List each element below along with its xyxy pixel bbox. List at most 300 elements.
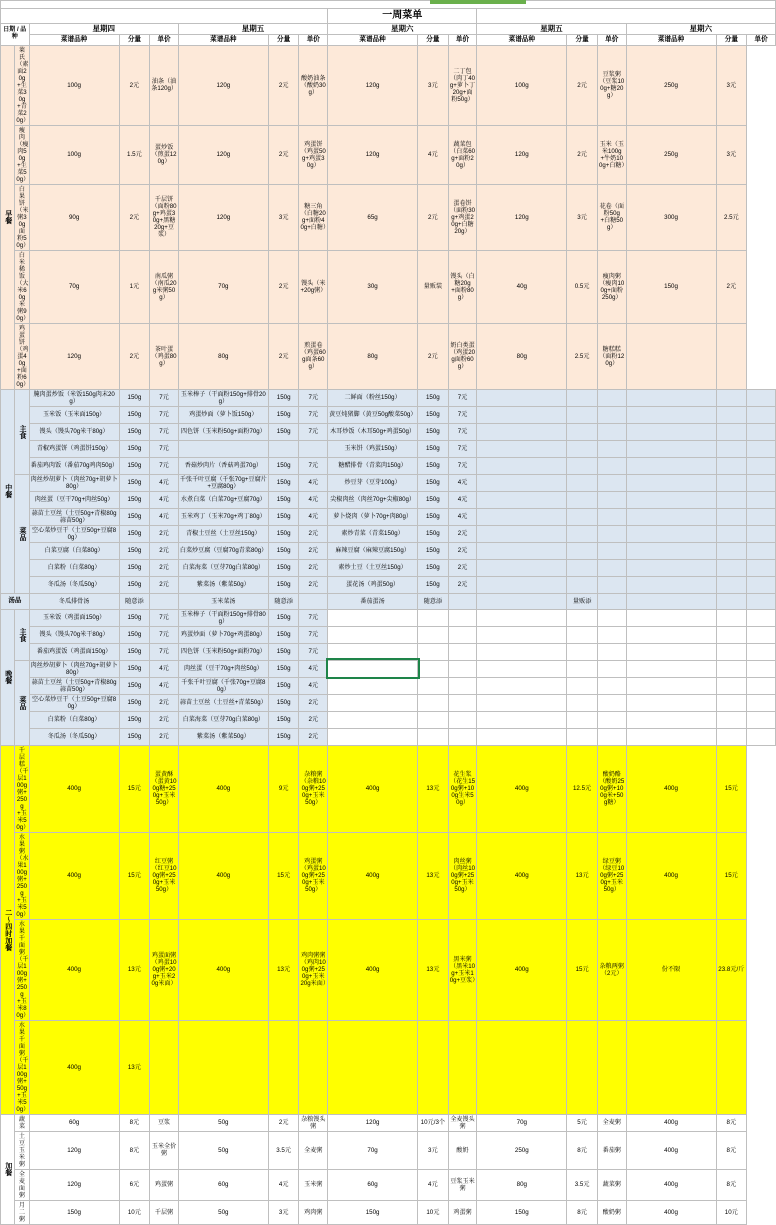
dish-portion[interactable]: 150g	[268, 609, 299, 626]
dish-name[interactable]: 鸡蛋饼（鸡蛋40g+面粉60g）	[16, 324, 30, 388]
dish-name[interactable]: 杂粮粥（杂粮100g粥+250g+玉米50g）	[299, 745, 328, 832]
dish-name[interactable]: 水果千面粥（千层100g粥+250g+玉米80g）	[16, 920, 30, 1019]
dish-price[interactable]: 2元	[567, 45, 598, 125]
dish-name[interactable]: 土豆玉米粥	[15, 1131, 29, 1169]
dish-portion[interactable]: 150g	[119, 643, 150, 660]
dish-price[interactable]	[448, 728, 477, 745]
dish-price[interactable]	[448, 660, 477, 677]
dish-name[interactable]: 青椒鸡蛋饼（鸡蛋饼150g）	[29, 440, 119, 457]
dish-name[interactable]	[328, 643, 418, 660]
dish-price[interactable]: 13元	[268, 919, 299, 1020]
dish-price[interactable]	[597, 525, 626, 542]
dish-price[interactable]: 2元	[299, 576, 328, 593]
dish-price[interactable]	[747, 542, 776, 559]
dish-price[interactable]	[597, 423, 626, 440]
dish-portion[interactable]	[178, 1020, 268, 1114]
dish-name[interactable]	[477, 711, 567, 728]
dish-name[interactable]	[150, 1020, 179, 1114]
dish-portion[interactable]: 100g	[29, 125, 119, 184]
dish-price[interactable]	[747, 728, 776, 745]
dish-price[interactable]: 7元	[448, 440, 477, 457]
soup-price[interactable]	[747, 593, 776, 609]
dish-name[interactable]	[477, 626, 567, 643]
dish-price[interactable]: 2.5元	[567, 323, 598, 389]
dish-name[interactable]	[477, 677, 567, 694]
dish-portion[interactable]: 65g	[328, 184, 418, 250]
dish-name[interactable]: 白菜海菜（豆芽70g白菜80g）	[178, 711, 268, 728]
dish-price[interactable]	[597, 559, 626, 576]
dish-portion[interactable]: 120g	[29, 1131, 119, 1169]
dish-name[interactable]: 千层饼（面粉80g+鸡蛋30g+黑糖20g+豆浆）	[150, 184, 179, 250]
dish-price[interactable]	[747, 643, 776, 660]
dish-portion[interactable]: 400g	[29, 919, 119, 1020]
dish-name[interactable]: 鸡蛋粥（鸡蛋100g粥+250g+玉米50g）	[299, 832, 328, 919]
dish-price[interactable]: 3.5元	[567, 1169, 598, 1200]
dish-portion[interactable]	[567, 728, 598, 745]
dish-price[interactable]: 2元	[268, 250, 299, 323]
dish-name[interactable]	[328, 609, 418, 626]
dish-price[interactable]: 9元	[268, 745, 299, 832]
dish-price[interactable]	[747, 440, 776, 457]
dish-price[interactable]: 3元	[418, 45, 449, 125]
dish-name[interactable]: 千张千叶豆腐（千张70g+豆腐80g）	[178, 677, 268, 694]
dish-portion[interactable]: 400g	[626, 1114, 716, 1131]
dish-price[interactable]: 15元	[119, 745, 150, 832]
dish-price[interactable]	[747, 711, 776, 728]
dish-portion[interactable]	[716, 711, 747, 728]
dish-portion[interactable]	[716, 440, 747, 457]
dish-portion[interactable]	[567, 491, 598, 508]
dish-price[interactable]: 3元	[716, 45, 747, 125]
dish-name[interactable]	[626, 660, 716, 677]
dish-price[interactable]: 8元	[716, 1169, 747, 1200]
dish-name[interactable]	[178, 440, 268, 457]
dish-portion[interactable]: 150g	[418, 474, 449, 491]
dish-price[interactable]: 3元	[268, 184, 299, 250]
dish-price[interactable]: 2元	[150, 711, 179, 728]
dish-portion[interactable]: 60g	[29, 1114, 119, 1131]
dish-portion[interactable]	[716, 389, 747, 406]
dish-name[interactable]	[477, 440, 567, 457]
dish-portion[interactable]: 150g	[119, 423, 150, 440]
dish-portion[interactable]	[567, 542, 598, 559]
dish-portion[interactable]: 400g	[626, 1131, 716, 1169]
dish-price[interactable]: 6元	[119, 1169, 150, 1200]
dish-price[interactable]	[747, 423, 776, 440]
dish-name[interactable]	[477, 423, 567, 440]
dish-name[interactable]: 紫菜汤（紫菜50g）	[178, 728, 268, 745]
dish-price[interactable]	[448, 694, 477, 711]
dish-name[interactable]: 千张千叶豆腐（千张70g+豆腐片+豆腐80g）	[179, 475, 267, 490]
dish-name[interactable]: 白菜海菜（豆芽70g白菜80g）	[178, 559, 268, 576]
dish-portion[interactable]: 150g	[268, 626, 299, 643]
dish-portion[interactable]	[716, 609, 747, 626]
dish-name[interactable]: 蔬菜粥	[597, 1169, 626, 1200]
soup-name[interactable]: 番茄蛋汤	[328, 593, 418, 609]
dish-portion[interactable]: 150g	[418, 491, 449, 508]
dish-name[interactable]: 玉米鸡丁（玉米70g+鸡丁80g）	[178, 508, 268, 525]
dish-portion[interactable]: 60g	[328, 1169, 418, 1200]
dish-name[interactable]: 番茄鸡蛋饭（鸡蛋面150g）	[29, 643, 119, 660]
dish-price[interactable]	[747, 576, 776, 593]
soup-portion[interactable]	[716, 593, 747, 609]
dish-name[interactable]: 香菇炒肉片（香菇鸡蛋70g）	[178, 457, 268, 474]
dish-price[interactable]	[418, 1020, 449, 1114]
dish-portion[interactable]: 120g	[328, 125, 418, 184]
dish-name[interactable]	[477, 389, 567, 406]
soup-price[interactable]	[597, 593, 626, 609]
dish-portion[interactable]	[418, 626, 449, 643]
dish-price[interactable]: 3元	[716, 125, 747, 184]
dish-price[interactable]: 2.5元	[716, 184, 747, 250]
dish-price[interactable]	[597, 474, 626, 491]
dish-name[interactable]: 鸡蛋炒面（萝卜70g+鸡蛋80g）	[178, 626, 268, 643]
dish-portion[interactable]: 150g	[119, 711, 150, 728]
dish-name[interactable]	[299, 1020, 328, 1114]
dish-portion[interactable]: 70g	[29, 250, 119, 323]
dish-name[interactable]	[626, 423, 716, 440]
dish-name[interactable]: 酸奶酪（酸奶250g粥+100g米+50g糖）	[597, 745, 626, 832]
dish-portion[interactable]: 150g	[268, 423, 299, 440]
dish-portion[interactable]	[567, 508, 598, 525]
dish-name[interactable]: 番茄鸡肉饭（番茄70g鸡肉50g）	[29, 457, 119, 474]
dish-price[interactable]	[747, 389, 776, 406]
dish-name[interactable]: 月二粥	[15, 1200, 29, 1224]
soup-price[interactable]	[150, 593, 179, 609]
dish-price[interactable]: 10元/3个	[418, 1114, 449, 1131]
dish-price[interactable]: 4元	[448, 474, 477, 491]
dish-name[interactable]: 二鲜面（粉丝150g）	[328, 389, 418, 406]
dish-portion[interactable]	[567, 440, 598, 457]
dish-portion[interactable]: 50g	[178, 1114, 268, 1131]
dish-name[interactable]: 紫菜汤（紫菜50g）	[178, 576, 268, 593]
dish-name[interactable]: 鸡肉粥粥（鸡肉100g粥+250g+玉米20g米面）	[299, 919, 328, 1020]
dish-portion[interactable]	[716, 474, 747, 491]
dish-name[interactable]: 豆浆	[150, 1114, 179, 1131]
dish-portion[interactable]: 150g	[268, 576, 299, 593]
dish-name[interactable]: 馒头（米+20g粥）	[299, 250, 328, 323]
dish-name[interactable]	[328, 677, 418, 694]
dish-portion[interactable]: 150g	[268, 643, 299, 660]
dish-portion[interactable]: 150g	[119, 576, 150, 593]
dish-name[interactable]	[477, 542, 567, 559]
dish-portion[interactable]	[418, 728, 449, 745]
dish-portion[interactable]	[418, 677, 449, 694]
dish-portion[interactable]: 150g	[328, 1200, 418, 1224]
dish-portion[interactable]	[567, 626, 598, 643]
dish-name[interactable]: 蔬菜包（白菜60g+面粉20g）	[448, 125, 477, 184]
dish-name[interactable]: 白菜粉（白菜80g）	[29, 711, 119, 728]
dish-name[interactable]: 花卷（面粉50g+白糖50g）	[597, 184, 626, 250]
dish-name[interactable]: 豆浆粥（豆浆100g+糖20g）	[597, 45, 626, 125]
dish-name[interactable]: 玉米全价粥	[150, 1131, 179, 1169]
dish-price[interactable]: 1元	[119, 250, 150, 323]
dish-price[interactable]: 15元	[119, 832, 150, 919]
dish-price[interactable]: 7元	[150, 609, 179, 626]
dish-portion[interactable]: 50g	[178, 1200, 268, 1224]
dish-name[interactable]: 莱氏（素面20g+生菜30g+青菜20g）	[16, 46, 30, 124]
dish-name[interactable]: 玉米棒子（干面粉150g+排骨20g）	[178, 389, 268, 406]
dish-name[interactable]: 蛋黄酥（蛋黄100g糖+250g+玉米50g）	[150, 745, 179, 832]
dish-portion[interactable]	[567, 474, 598, 491]
dish-name[interactable]: 肉丝炒胡萝卜（肉丝70g+胡萝卜80g）	[30, 475, 118, 490]
dish-portion[interactable]: 250g	[626, 45, 716, 125]
dish-price[interactable]: 2元	[150, 559, 179, 576]
soup-name[interactable]	[477, 593, 567, 609]
dish-price[interactable]: 2元	[150, 728, 179, 745]
dish-name[interactable]: 酸奶油条（酸奶30g）	[299, 45, 328, 125]
dish-portion[interactable]: 150g	[119, 406, 150, 423]
dish-portion[interactable]	[716, 694, 747, 711]
dish-price[interactable]	[448, 609, 477, 626]
dish-price[interactable]: 2元	[268, 125, 299, 184]
dish-name[interactable]: 白果饼（米粥30g面粉50g）	[16, 185, 30, 249]
dish-name[interactable]	[477, 609, 567, 626]
dish-price[interactable]	[597, 677, 626, 694]
dish-name[interactable]	[597, 1020, 626, 1114]
dish-name[interactable]: 空心菜炒豆干（土豆50g+豆腐80g）	[29, 525, 119, 542]
dish-portion[interactable]: 400g	[626, 832, 716, 919]
dish-portion[interactable]: 150g	[119, 525, 150, 542]
dish-price[interactable]: 7元	[299, 423, 328, 440]
dish-price[interactable]: 7元	[150, 457, 179, 474]
dish-price[interactable]: 7元	[299, 457, 328, 474]
dish-portion[interactable]	[567, 559, 598, 576]
dish-price[interactable]: 10元	[119, 1200, 150, 1224]
dish-portion[interactable]	[567, 389, 598, 406]
dish-price[interactable]	[747, 406, 776, 423]
dish-portion[interactable]	[716, 406, 747, 423]
dish-portion[interactable]: 150g	[418, 576, 449, 593]
dish-price[interactable]: 4元	[150, 491, 179, 508]
dish-portion[interactable]: 150g	[268, 542, 299, 559]
dish-name[interactable]: 馒头（馒头70g米干80g）	[29, 423, 119, 440]
dish-price[interactable]: 8元	[567, 1131, 598, 1169]
dish-portion[interactable]: 120g	[178, 45, 268, 125]
dish-portion[interactable]	[418, 694, 449, 711]
dish-portion[interactable]: 250g	[626, 125, 716, 184]
soup-portion[interactable]: 随意添	[268, 593, 299, 609]
dish-price[interactable]: 2元	[268, 1114, 299, 1131]
dish-price[interactable]: 4元	[150, 677, 179, 694]
dish-price[interactable]: 2元	[299, 711, 328, 728]
dish-name[interactable]: 杂粮馒头粥	[299, 1114, 328, 1131]
dish-name[interactable]: 鸡蛋炒面（萝卜饭150g）	[178, 406, 268, 423]
dish-name[interactable]	[477, 474, 567, 491]
dish-name[interactable]: 鸡蛋粥	[448, 1200, 477, 1224]
dish-portion[interactable]: 150g	[268, 474, 299, 491]
dish-portion[interactable]: 150g	[119, 626, 150, 643]
dish-price[interactable]: 2元	[448, 576, 477, 593]
dish-price[interactable]: 2元	[299, 728, 328, 745]
dish-price[interactable]: 2元	[299, 559, 328, 576]
dish-price[interactable]: 2元	[567, 125, 598, 184]
dish-price[interactable]: 8元	[567, 1200, 598, 1224]
dish-price[interactable]	[597, 542, 626, 559]
dish-price[interactable]	[747, 609, 776, 626]
dish-price[interactable]: 7元	[150, 643, 179, 660]
dish-price[interactable]: 2元	[299, 694, 328, 711]
dish-portion[interactable]: 70g	[477, 1114, 567, 1131]
dish-name[interactable]: 鸡蛋饼（鸡蛋50g+鸡蛋30g）	[299, 125, 328, 184]
dish-name[interactable]: 白米稀饭（大米60g米粥90g）	[16, 251, 30, 322]
dish-name[interactable]: 绿豆粥（绿豆100g粥+250g+玉米50g）	[597, 832, 626, 919]
dish-price[interactable]: 4元	[150, 660, 179, 677]
dish-name[interactable]	[448, 1020, 477, 1114]
dish-name[interactable]	[626, 677, 716, 694]
dish-portion[interactable]: 150g	[418, 440, 449, 457]
dish-name[interactable]: 酸奶	[448, 1131, 477, 1169]
dish-name[interactable]: 油条（油条120g）	[150, 45, 179, 125]
dish-price[interactable]	[597, 609, 626, 626]
dish-name[interactable]: 蔬菜	[15, 1114, 29, 1131]
dish-name[interactable]	[328, 660, 418, 677]
dish-price[interactable]	[747, 474, 776, 491]
dish-price[interactable]	[747, 694, 776, 711]
dish-name[interactable]: 尖椒肉丝（肉丝70g+尖椒80g）	[328, 491, 418, 508]
dish-name[interactable]	[477, 576, 567, 593]
dish-price[interactable]	[448, 711, 477, 728]
dish-price[interactable]: 7元	[299, 609, 328, 626]
dish-portion[interactable]: 400g	[178, 919, 268, 1020]
dish-price[interactable]: 2元	[119, 184, 150, 250]
dish-price[interactable]: 量贩装	[418, 250, 449, 323]
dish-portion[interactable]	[567, 576, 598, 593]
dish-portion[interactable]: 40g	[477, 250, 567, 323]
dish-price[interactable]: 8元	[119, 1114, 150, 1131]
dish-price[interactable]: 4元	[448, 491, 477, 508]
dish-price[interactable]	[747, 626, 776, 643]
dish-name[interactable]: 青椒土豆丝（土豆丝150g）	[178, 525, 268, 542]
dish-portion[interactable]	[567, 694, 598, 711]
dish-name[interactable]	[328, 728, 418, 745]
soup-portion[interactable]: 随意添	[418, 593, 449, 609]
dish-portion[interactable]: 150g	[268, 728, 299, 745]
dish-portion[interactable]	[716, 576, 747, 593]
dish-price[interactable]: 4元	[150, 508, 179, 525]
dish-name[interactable]: 糖醋排骨（青菜肉150g）	[328, 457, 418, 474]
dish-price[interactable]: 2元	[448, 525, 477, 542]
dish-portion[interactable]: 90g	[29, 184, 119, 250]
dish-price[interactable]	[448, 643, 477, 660]
dish-price[interactable]: 23.8元/斤	[716, 919, 747, 1020]
dish-name[interactable]: 素炒青菜（青菜150g）	[328, 525, 418, 542]
dish-portion[interactable]: 150g	[119, 559, 150, 576]
dish-price[interactable]: 13元	[418, 832, 449, 919]
dish-price[interactable]	[268, 1020, 299, 1114]
dish-price[interactable]	[747, 457, 776, 474]
dish-price[interactable]	[597, 508, 626, 525]
dish-portion[interactable]	[418, 609, 449, 626]
dish-price[interactable]	[597, 440, 626, 457]
dish-name[interactable]: 玉米粥	[299, 1169, 328, 1200]
dish-name[interactable]: 千层糕（千层100g粥+250g+玉米50g）	[16, 746, 30, 831]
dish-portion[interactable]	[716, 542, 747, 559]
dish-name[interactable]: 杂粮两粥（2元）	[597, 919, 626, 1020]
dish-price[interactable]	[747, 491, 776, 508]
dish-portion[interactable]: 份不限	[626, 919, 716, 1020]
dish-price[interactable]: 8元	[716, 1131, 747, 1169]
dish-name[interactable]: 瘦肉（瘦肉50g+生菜50g）	[16, 126, 30, 183]
dish-name[interactable]: 千层粥	[150, 1200, 179, 1224]
dish-price[interactable]: 2元	[299, 542, 328, 559]
dish-price[interactable]: 2元	[716, 250, 747, 323]
dish-name[interactable]	[328, 626, 418, 643]
dish-name[interactable]: 白菜豆腐（白菜80g）	[29, 542, 119, 559]
dish-price[interactable]: 2元	[150, 694, 179, 711]
dish-price[interactable]: 4元	[299, 491, 328, 508]
dish-name[interactable]: 红豆粥（红豆100g粥+250g+玉米50g）	[150, 832, 179, 919]
dish-name[interactable]: 鸡肉粥	[299, 1200, 328, 1224]
dish-name[interactable]: 水煮白菜（白菜70g+豆腐70g）	[178, 491, 268, 508]
dish-portion[interactable]: 150g	[268, 694, 299, 711]
dish-name[interactable]: 四色饼（玉米粉50g+面粉70g）	[178, 643, 268, 660]
dish-portion[interactable]: 150g	[268, 406, 299, 423]
dish-price[interactable]: 4元	[418, 125, 449, 184]
dish-price[interactable]: 2元	[150, 576, 179, 593]
dish-portion[interactable]	[567, 457, 598, 474]
dish-price[interactable]	[747, 508, 776, 525]
dish-name[interactable]: 蛋炒饭（煎蛋120g）	[150, 125, 179, 184]
dish-name[interactable]	[328, 694, 418, 711]
dish-price[interactable]: 12.5元	[567, 745, 598, 832]
dish-price[interactable]: 7元	[150, 406, 179, 423]
dish-name[interactable]: 馒头（馒头70g米干80g）	[29, 626, 119, 643]
dish-name[interactable]	[477, 406, 567, 423]
dish-name[interactable]: 空心菜炒豆干（土豆50g+豆腐80g）	[29, 694, 119, 711]
dish-price[interactable]	[597, 660, 626, 677]
dish-name[interactable]: 鸡蛋面粥（鸡蛋100g粥+20g+玉米20g米面）	[150, 919, 179, 1020]
dish-name[interactable]: 黑米粥（黑米10g+玉米10g+豆浆）	[448, 919, 477, 1020]
dish-price[interactable]: 7元	[299, 643, 328, 660]
dish-portion[interactable]	[626, 1020, 716, 1114]
dish-price[interactable]: 5元	[567, 1114, 598, 1131]
dish-price[interactable]: 7元	[299, 389, 328, 406]
dish-portion[interactable]: 150g	[119, 660, 150, 677]
dish-name[interactable]	[626, 609, 716, 626]
dish-portion[interactable]: 150g	[29, 1200, 119, 1224]
dish-price[interactable]: 7元	[448, 423, 477, 440]
dish-portion[interactable]: 70g	[328, 1131, 418, 1169]
dish-price[interactable]: 15元	[567, 919, 598, 1020]
dish-name[interactable]	[477, 457, 567, 474]
dish-name[interactable]: 白菜粉（白菜80g）	[29, 559, 119, 576]
dish-name[interactable]: 肉丝蛋（豆干70g+肉丝50g）	[29, 491, 119, 508]
dish-portion[interactable]: 150g	[268, 525, 299, 542]
dish-name[interactable]: 蒜苗土豆丝（土豆50g+青椒80g蒜苗50g）	[29, 508, 119, 525]
dish-portion[interactable]	[716, 491, 747, 508]
dish-portion[interactable]: 400g	[328, 745, 418, 832]
dish-name[interactable]: 冬瓜汤（冬瓜50g）	[29, 576, 119, 593]
dish-price[interactable]: 10元	[418, 1200, 449, 1224]
dish-portion[interactable]	[567, 711, 598, 728]
dish-price[interactable]	[597, 491, 626, 508]
dish-price[interactable]: 13元	[418, 745, 449, 832]
dish-portion[interactable]: 400g	[178, 832, 268, 919]
dish-portion[interactable]	[477, 1020, 567, 1114]
dish-price[interactable]: 15元	[716, 745, 747, 832]
dish-name[interactable]: 白菜炒豆腐（豆腐70g青菜80g）	[178, 542, 268, 559]
soup-portion[interactable]: 量贩添	[567, 593, 598, 609]
dish-portion[interactable]: 150g	[119, 609, 150, 626]
dish-price[interactable]: 7元	[299, 406, 328, 423]
dish-price[interactable]: 7元	[448, 457, 477, 474]
dish-portion[interactable]: 150g	[418, 559, 449, 576]
soup-price[interactable]	[448, 593, 477, 609]
dish-portion[interactable]: 400g	[29, 832, 119, 919]
dish-portion[interactable]: 250g	[477, 1131, 567, 1169]
dish-price[interactable]	[747, 677, 776, 694]
